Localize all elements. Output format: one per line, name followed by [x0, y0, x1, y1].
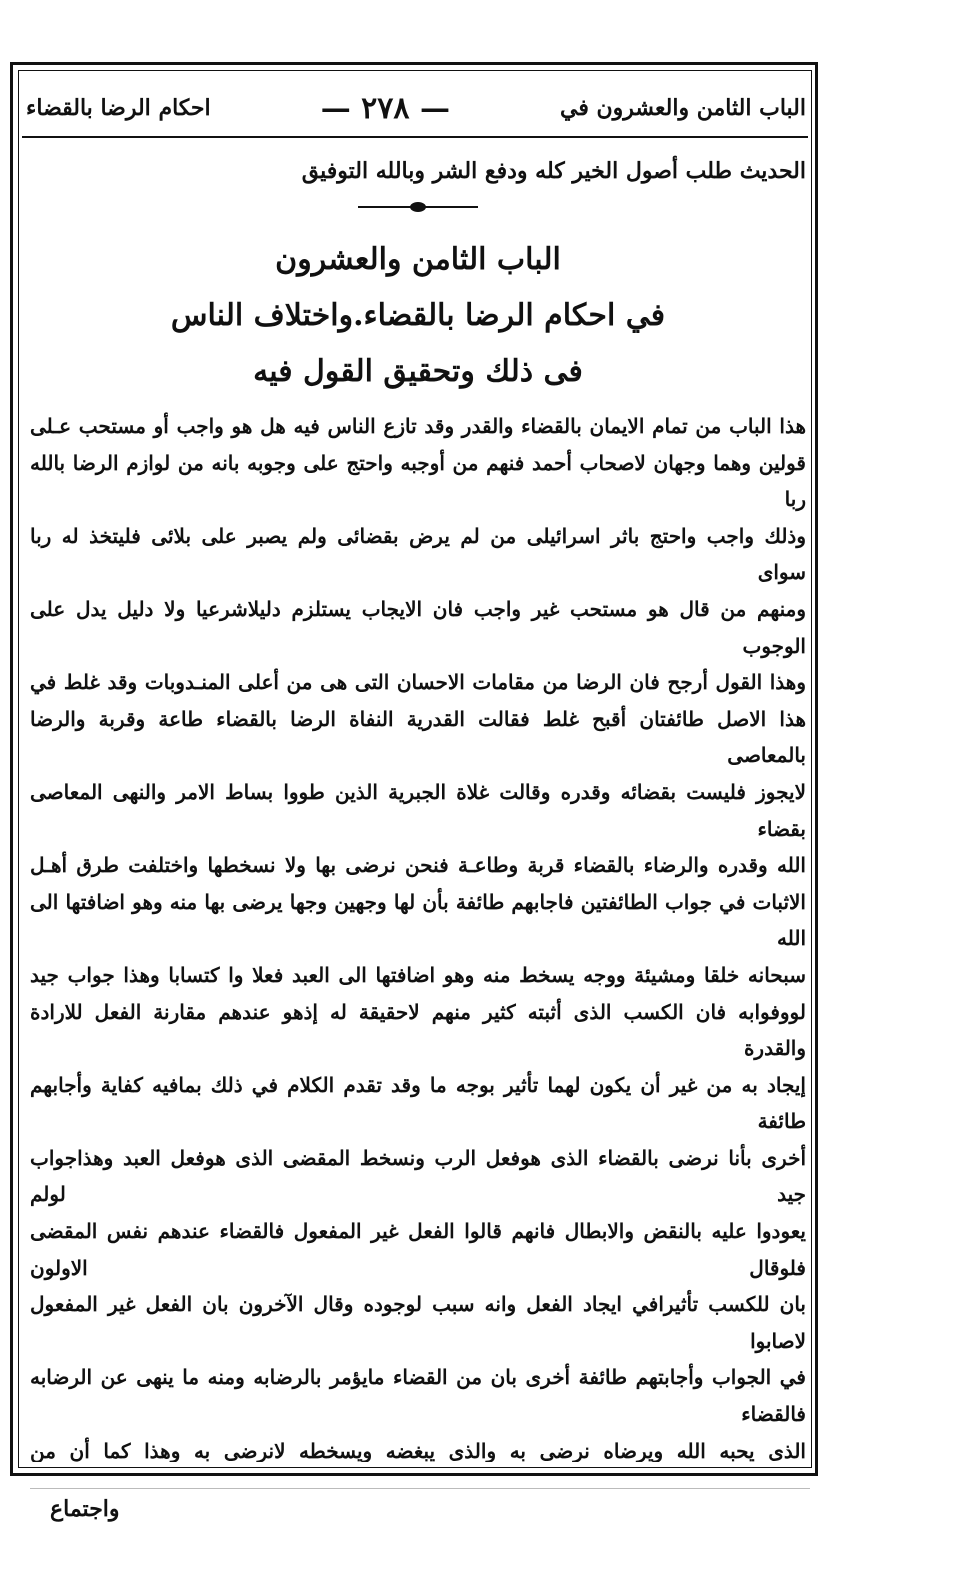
body-line: سبحانه خلقا ومشيئة ووجه يسخط منه وهو اضافتها الى العبد فعلا وا كتسابا وهذا جواب جيد	[30, 962, 806, 987]
body-paragraph	[30, 408, 806, 1462]
body-line: لووفوابه فان الكسب الذى أثبته كثير منهم لاحقيقة له إذهو عندهم مقارنة الفعل للارادة والقدرة	[30, 999, 806, 1061]
chapter-title-line-1: الباب الثامن والعشرون	[275, 242, 561, 277]
bottom-edge-line	[30, 1488, 810, 1489]
catchword: واجتماع	[50, 1496, 120, 1522]
body-line: وهذا القول أرجح فان الرضا من مقامات الاحسان التى هى من أعلى المنـدوبات وقد غلط في	[30, 670, 806, 695]
body-line: ومنهم من قال هو مستحب غير واجب فان الايجاب يستلزم دليلاشرعيا ولا دليل يدل على الوجوب	[30, 596, 806, 658]
body-line: هذا الاصل طائفتان أقبح غلط فقالت القدرية النفاة الرضا بالقضاء طاعة وقربة والرضا بالمعاصى	[30, 706, 806, 768]
body-line: وذلك واجب واحتج باثر اسرائيلى من لم يرض بقضائى ولم يصبر على بلائى فليتخذ له ربا سواى	[30, 523, 806, 585]
lead-line: الحديث طلب أصول الخير كله ودفع الشر وبالله التوفيق	[301, 158, 806, 184]
body-line: أخرى بأنا نرضى بالقضاء الذى هوفعل الرب ونسخط المقضى الذى هوفعل العبد وهذاجواب جيد لولم	[30, 1145, 806, 1207]
body-line: هذا الباب من تمام الايمان بالقضاء والقدر وقد تازع الناس فيه هل هو واجب أو مستحب عـلى	[30, 414, 806, 438]
body-line: لايجوز فليست بقضائه وقدره وقالت غلاة الجبرية الذين طووا بساط الامر والنهى المعاصى بقضاء	[30, 779, 806, 841]
header-topic-label: احكام الرضا بالقضاء	[26, 95, 211, 121]
chapter-title-line-2: في احكام الرضا بالقضاء.واختلاف الناس	[170, 298, 666, 333]
body-line: بان للكسب تأثيرافي ايجاد الفعل وانه سبب لوجوده وقال الآخرون بان الفعل غير المفعول لاصابوا	[30, 1292, 806, 1353]
body-line: قولين وهما وجهان لاصحاب أحمد فنهم من أوجبه واحتج على وجوبه بانه من لوازم الرضا بالله ربا	[30, 450, 806, 512]
header-chapter-label: الباب الثامن والعشرون في	[560, 95, 806, 121]
body-line: في الجواب وأجابتهم طائفة أخرى بان من القضاء مايؤمر بالرضابه ومنه ما ينهى عن الرضابه فالقضاء	[30, 1365, 806, 1427]
chapter-title-line-3: فى ذلك وتحقيق القول فيه	[253, 354, 583, 389]
body-line: الذى يحبه الله ويرضاه نرضى به والذى يبغضه ويسخطه لانرضى به وهذا كما أن من	[30, 1438, 806, 1462]
body-line: يعودوا عليه بالنقض والابطال فانهم قالوا الفعل غير المفعول فالقضاء عندهم نفس المقضى فلوقال الاولون	[30, 1219, 806, 1280]
page-number: — ٢٧٨ —	[320, 90, 450, 126]
body-line: إيجاد به من غير أن يكون لهما تأثير بوجه ما وقد تقدم الكلام في ذلك بمافيه كفاية وأجابهم طائفة	[30, 1072, 806, 1134]
page-content	[30, 146, 806, 1462]
body-line: الاثبات في جواب الطائفتين فاجابهم طائفة بأن لها وجهين وجها يرضى بها منه وهو اضافتها الى الله	[30, 889, 806, 951]
body-line: الله وقدره والرضاء بالقضاء قربة وطاعـة فنحن نرضى بها ولا نسخطها واختلفت طرق أهـل	[30, 853, 806, 878]
ornament-divider	[358, 206, 478, 208]
header-rule	[22, 136, 808, 138]
running-header	[26, 84, 806, 132]
